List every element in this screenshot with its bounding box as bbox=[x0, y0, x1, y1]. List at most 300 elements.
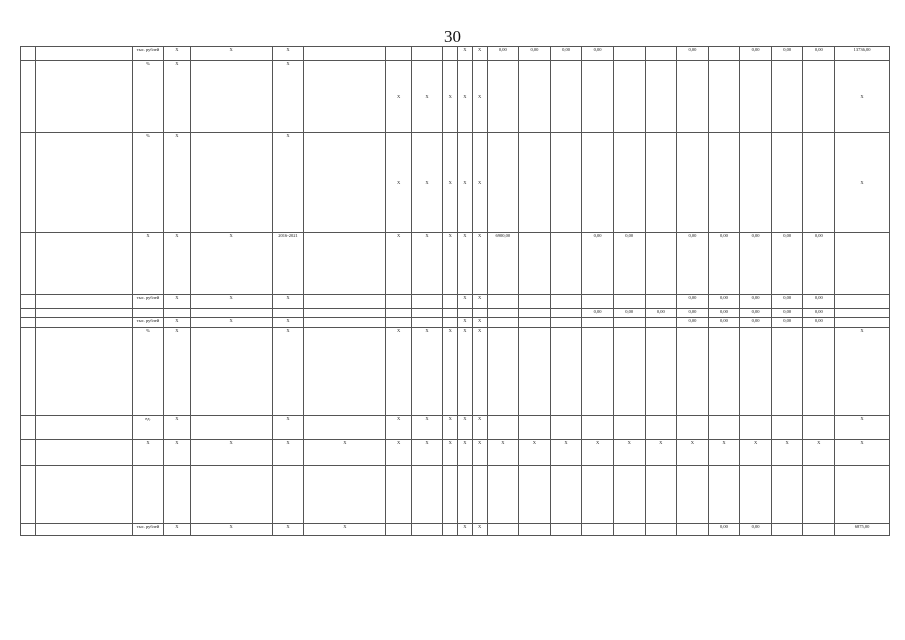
x-cell: Х bbox=[164, 133, 190, 233]
table-cell bbox=[164, 309, 190, 318]
table-cell bbox=[304, 47, 386, 61]
table-cell bbox=[411, 47, 443, 61]
table-cell bbox=[443, 318, 458, 328]
x-cell: Х bbox=[190, 440, 272, 466]
unit-cell: тыс. рублей bbox=[132, 318, 164, 328]
program-table bbox=[20, 46, 890, 536]
table-cell bbox=[550, 328, 582, 416]
value-cell: 0,00 bbox=[740, 318, 772, 328]
x-cell: Х bbox=[164, 328, 190, 416]
table-cell bbox=[21, 318, 36, 328]
table-cell bbox=[272, 309, 304, 318]
value-cell: 0,00 bbox=[613, 309, 645, 318]
value-cell: 0,00 bbox=[677, 47, 709, 61]
table-cell bbox=[550, 61, 582, 133]
x-cell: Х bbox=[443, 133, 458, 233]
table-cell bbox=[677, 416, 709, 440]
value-cell: 0,00 bbox=[708, 309, 740, 318]
x-cell: Х bbox=[132, 440, 164, 466]
table-cell bbox=[582, 133, 614, 233]
x-cell: Х bbox=[458, 47, 473, 61]
table-cell bbox=[613, 318, 645, 328]
table-cell bbox=[550, 309, 582, 318]
x-cell: Х bbox=[411, 61, 443, 133]
table-cell bbox=[835, 295, 890, 309]
table-cell bbox=[803, 466, 835, 524]
x-cell: Х bbox=[190, 318, 272, 328]
year-cell: 2016-2021 bbox=[272, 233, 304, 295]
table-cell bbox=[21, 133, 36, 233]
table-cell bbox=[677, 466, 709, 524]
table-cell bbox=[708, 47, 740, 61]
table-cell bbox=[472, 309, 487, 318]
table-cell bbox=[190, 466, 272, 524]
table-cell bbox=[677, 133, 709, 233]
table-cell bbox=[550, 133, 582, 233]
table-cell bbox=[550, 318, 582, 328]
value-cell: 0,00 bbox=[677, 309, 709, 318]
table-cell bbox=[190, 133, 272, 233]
value-cell: 0,00 bbox=[550, 47, 582, 61]
table-cell bbox=[550, 466, 582, 524]
table-cell bbox=[35, 61, 132, 133]
page-number: 30 bbox=[444, 27, 461, 46]
table-cell bbox=[304, 416, 386, 440]
table-cell bbox=[386, 466, 411, 524]
value-cell: 0,00 bbox=[613, 233, 645, 295]
x-cell: Х bbox=[472, 295, 487, 309]
value-cell: 0,00 bbox=[803, 233, 835, 295]
table-cell bbox=[835, 318, 890, 328]
value-cell: 0,00 bbox=[771, 295, 803, 309]
table-cell bbox=[803, 133, 835, 233]
table-row bbox=[21, 47, 890, 61]
table-cell bbox=[645, 61, 677, 133]
table-row bbox=[21, 318, 890, 328]
x-cell: Х bbox=[190, 47, 272, 61]
x-cell: Х bbox=[272, 524, 304, 536]
x-cell: Х bbox=[164, 47, 190, 61]
value-cell: 0,00 bbox=[677, 295, 709, 309]
table-cell bbox=[487, 295, 519, 309]
table-cell bbox=[550, 295, 582, 309]
table-cell bbox=[803, 416, 835, 440]
table-cell bbox=[21, 440, 36, 466]
value-cell: 0,00 bbox=[771, 318, 803, 328]
value-cell: 0,00 bbox=[582, 309, 614, 318]
table-row bbox=[21, 295, 890, 309]
table-cell bbox=[803, 61, 835, 133]
table-cell bbox=[582, 524, 614, 536]
x-cell: Х bbox=[835, 328, 890, 416]
table-cell bbox=[550, 233, 582, 295]
x-cell: Х bbox=[613, 440, 645, 466]
table-cell bbox=[835, 309, 890, 318]
table-cell bbox=[740, 416, 772, 440]
x-cell: Х bbox=[304, 440, 386, 466]
x-cell: Х bbox=[411, 328, 443, 416]
x-cell: Х bbox=[458, 440, 473, 466]
table-cell bbox=[304, 328, 386, 416]
table-cell bbox=[771, 133, 803, 233]
unit-cell: ед. bbox=[132, 416, 164, 440]
x-cell: Х bbox=[835, 133, 890, 233]
table-cell bbox=[771, 524, 803, 536]
table-cell bbox=[35, 133, 132, 233]
table-cell bbox=[21, 295, 36, 309]
table-cell bbox=[411, 318, 443, 328]
x-cell: Х bbox=[132, 233, 164, 295]
table-cell bbox=[35, 295, 132, 309]
x-cell: Х bbox=[708, 440, 740, 466]
table-cell bbox=[443, 309, 458, 318]
value-cell: 0,00 bbox=[677, 233, 709, 295]
table-cell bbox=[35, 309, 132, 318]
x-cell: Х bbox=[272, 61, 304, 133]
table-cell bbox=[487, 133, 519, 233]
x-cell: Х bbox=[190, 295, 272, 309]
x-cell: Х bbox=[472, 328, 487, 416]
table-cell bbox=[411, 295, 443, 309]
table-cell bbox=[519, 524, 551, 536]
x-cell: Х bbox=[304, 524, 386, 536]
table-cell bbox=[740, 61, 772, 133]
unit-cell: тыс. рублей bbox=[132, 47, 164, 61]
value-cell: 0,00 bbox=[771, 309, 803, 318]
table-cell bbox=[386, 309, 411, 318]
x-cell: Х bbox=[190, 524, 272, 536]
table-cell bbox=[304, 133, 386, 233]
table-cell bbox=[21, 233, 36, 295]
table-row bbox=[21, 524, 890, 536]
table-cell bbox=[677, 328, 709, 416]
value-cell: 0,00 bbox=[677, 318, 709, 328]
value-cell: 0,00 bbox=[487, 47, 519, 61]
table-cell bbox=[645, 133, 677, 233]
x-cell: Х bbox=[550, 440, 582, 466]
table-cell bbox=[519, 416, 551, 440]
x-cell: Х bbox=[411, 133, 443, 233]
value-cell: 0,00 bbox=[771, 47, 803, 61]
x-cell: Х bbox=[519, 440, 551, 466]
x-cell: Х bbox=[472, 440, 487, 466]
x-cell: Х bbox=[443, 416, 458, 440]
table-cell bbox=[645, 47, 677, 61]
table-cell bbox=[443, 47, 458, 61]
x-cell: Х bbox=[164, 318, 190, 328]
table-cell bbox=[21, 61, 36, 133]
table-cell bbox=[582, 416, 614, 440]
table-cell bbox=[386, 47, 411, 61]
value-cell: 0,00 bbox=[803, 309, 835, 318]
table-cell bbox=[708, 416, 740, 440]
unit-cell: тыс. рублей bbox=[132, 295, 164, 309]
table-row bbox=[21, 440, 890, 466]
table-cell bbox=[677, 524, 709, 536]
table-cell bbox=[740, 328, 772, 416]
table-row bbox=[21, 61, 890, 133]
x-cell: Х bbox=[458, 233, 473, 295]
value-cell: 0,00 bbox=[582, 47, 614, 61]
table-cell bbox=[613, 61, 645, 133]
value-cell: 6900,00 bbox=[487, 233, 519, 295]
x-cell: Х bbox=[386, 61, 411, 133]
value-cell: 0,00 bbox=[740, 47, 772, 61]
table-cell bbox=[190, 416, 272, 440]
unit-cell: % bbox=[132, 328, 164, 416]
table-cell bbox=[519, 61, 551, 133]
value-cell: 0,00 bbox=[740, 295, 772, 309]
table-cell bbox=[582, 328, 614, 416]
table-cell bbox=[613, 47, 645, 61]
x-cell: Х bbox=[472, 61, 487, 133]
table-cell bbox=[21, 309, 36, 318]
x-cell: Х bbox=[386, 416, 411, 440]
table-cell bbox=[35, 440, 132, 466]
table-cell bbox=[645, 416, 677, 440]
table-row bbox=[21, 309, 890, 318]
table-cell bbox=[21, 328, 36, 416]
value-cell: 0,00 bbox=[582, 233, 614, 295]
x-cell: Х bbox=[443, 440, 458, 466]
x-cell: Х bbox=[411, 440, 443, 466]
table-row bbox=[21, 133, 890, 233]
table-cell bbox=[613, 416, 645, 440]
x-cell: Х bbox=[164, 416, 190, 440]
table-cell bbox=[35, 524, 132, 536]
x-cell: Х bbox=[386, 440, 411, 466]
table-cell bbox=[304, 233, 386, 295]
table-cell bbox=[458, 466, 473, 524]
value-cell: 0,00 bbox=[708, 295, 740, 309]
table-cell bbox=[21, 47, 36, 61]
table-cell bbox=[190, 328, 272, 416]
table-cell bbox=[519, 295, 551, 309]
table-cell bbox=[487, 318, 519, 328]
table-cell bbox=[304, 466, 386, 524]
x-cell: Х bbox=[164, 233, 190, 295]
table-cell bbox=[645, 233, 677, 295]
value-cell: 0,00 bbox=[740, 309, 772, 318]
x-cell: Х bbox=[582, 440, 614, 466]
x-cell: Х bbox=[272, 133, 304, 233]
table-cell bbox=[443, 295, 458, 309]
x-cell: Х bbox=[458, 318, 473, 328]
table-cell bbox=[487, 416, 519, 440]
table-cell bbox=[550, 524, 582, 536]
table-cell bbox=[740, 133, 772, 233]
value-cell: 0,00 bbox=[708, 318, 740, 328]
x-cell: Х bbox=[458, 328, 473, 416]
table-cell bbox=[304, 61, 386, 133]
x-cell: Х bbox=[164, 440, 190, 466]
table-cell bbox=[443, 524, 458, 536]
table-cell bbox=[386, 295, 411, 309]
value-cell: 0,00 bbox=[803, 47, 835, 61]
table-cell bbox=[835, 233, 890, 295]
table-cell bbox=[645, 318, 677, 328]
value-cell: 0,00 bbox=[645, 309, 677, 318]
table-cell bbox=[677, 61, 709, 133]
table-cell bbox=[164, 466, 190, 524]
x-cell: Х bbox=[835, 416, 890, 440]
table-cell bbox=[519, 318, 551, 328]
table-cell bbox=[487, 309, 519, 318]
value-cell: 0,00 bbox=[803, 318, 835, 328]
table-cell bbox=[272, 466, 304, 524]
x-cell: Х bbox=[164, 295, 190, 309]
table-cell bbox=[582, 61, 614, 133]
x-cell: Х bbox=[272, 440, 304, 466]
x-cell: Х bbox=[771, 440, 803, 466]
table-cell bbox=[21, 416, 36, 440]
table-cell bbox=[613, 466, 645, 524]
table-cell bbox=[613, 328, 645, 416]
table-row bbox=[21, 466, 890, 524]
table-cell bbox=[304, 309, 386, 318]
table-cell bbox=[35, 233, 132, 295]
table-cell bbox=[771, 416, 803, 440]
x-cell: Х bbox=[472, 47, 487, 61]
x-cell: Х bbox=[803, 440, 835, 466]
table-cell bbox=[443, 466, 458, 524]
table-cell bbox=[21, 466, 36, 524]
table-cell bbox=[613, 133, 645, 233]
table-cell bbox=[519, 309, 551, 318]
table-cell bbox=[472, 466, 487, 524]
table-cell bbox=[132, 309, 164, 318]
x-cell: Х bbox=[272, 47, 304, 61]
x-cell: Х bbox=[835, 61, 890, 133]
table-cell bbox=[411, 466, 443, 524]
table-cell bbox=[190, 309, 272, 318]
x-cell: Х bbox=[272, 416, 304, 440]
x-cell: Х bbox=[472, 416, 487, 440]
table-cell bbox=[304, 295, 386, 309]
table-cell bbox=[35, 466, 132, 524]
x-cell: Х bbox=[472, 318, 487, 328]
table-cell bbox=[740, 466, 772, 524]
x-cell: Х bbox=[272, 328, 304, 416]
x-cell: Х bbox=[386, 328, 411, 416]
table-cell bbox=[35, 47, 132, 61]
table-row bbox=[21, 416, 890, 440]
x-cell: Х bbox=[443, 328, 458, 416]
table-cell bbox=[132, 466, 164, 524]
table-cell bbox=[35, 318, 132, 328]
table-cell bbox=[304, 318, 386, 328]
table-cell bbox=[458, 309, 473, 318]
table-cell bbox=[771, 61, 803, 133]
x-cell: Х bbox=[740, 440, 772, 466]
x-cell: Х bbox=[472, 524, 487, 536]
x-cell: Х bbox=[487, 440, 519, 466]
x-cell: Х bbox=[645, 440, 677, 466]
value-cell: 0,00 bbox=[708, 233, 740, 295]
unit-cell: % bbox=[132, 61, 164, 133]
x-cell: Х bbox=[458, 61, 473, 133]
table-cell bbox=[386, 524, 411, 536]
table-cell bbox=[519, 133, 551, 233]
x-cell: Х bbox=[272, 295, 304, 309]
x-cell: Х bbox=[443, 61, 458, 133]
unit-cell: % bbox=[132, 133, 164, 233]
x-cell: Х bbox=[472, 133, 487, 233]
x-cell: Х bbox=[164, 61, 190, 133]
table-cell bbox=[582, 318, 614, 328]
table-cell bbox=[386, 318, 411, 328]
table-cell bbox=[771, 466, 803, 524]
table-cell bbox=[35, 416, 132, 440]
table-cell bbox=[613, 524, 645, 536]
table-cell bbox=[35, 328, 132, 416]
table-cell bbox=[487, 61, 519, 133]
table-cell bbox=[190, 61, 272, 133]
x-cell: Х bbox=[458, 416, 473, 440]
table-cell bbox=[582, 295, 614, 309]
table-cell bbox=[487, 466, 519, 524]
x-cell: Х bbox=[386, 233, 411, 295]
table-cell bbox=[21, 524, 36, 536]
table-row bbox=[21, 328, 890, 416]
table-cell bbox=[771, 328, 803, 416]
table-cell bbox=[582, 466, 614, 524]
value-cell: 0,00 bbox=[740, 233, 772, 295]
table-cell bbox=[645, 524, 677, 536]
x-cell: Х bbox=[272, 318, 304, 328]
table-cell bbox=[487, 524, 519, 536]
table-cell bbox=[708, 133, 740, 233]
value-cell: 0,00 bbox=[708, 524, 740, 536]
x-cell: Х bbox=[386, 133, 411, 233]
table-cell bbox=[708, 61, 740, 133]
unit-cell: тыс. рублей bbox=[132, 524, 164, 536]
table-cell bbox=[411, 309, 443, 318]
table-cell bbox=[550, 416, 582, 440]
table-cell bbox=[519, 328, 551, 416]
table-cell bbox=[803, 524, 835, 536]
table-cell bbox=[519, 466, 551, 524]
value-cell: 13736,00 bbox=[835, 47, 890, 61]
x-cell: Х bbox=[458, 295, 473, 309]
x-cell: Х bbox=[458, 524, 473, 536]
table-cell bbox=[645, 328, 677, 416]
table-cell bbox=[803, 328, 835, 416]
table-cell bbox=[487, 328, 519, 416]
x-cell: Х bbox=[835, 440, 890, 466]
table-cell bbox=[613, 295, 645, 309]
x-cell: Х bbox=[458, 133, 473, 233]
x-cell: Х bbox=[190, 233, 272, 295]
table-cell bbox=[835, 466, 890, 524]
table-cell bbox=[645, 295, 677, 309]
x-cell: Х bbox=[443, 233, 458, 295]
table-cell bbox=[519, 233, 551, 295]
x-cell: Х bbox=[411, 416, 443, 440]
x-cell: Х bbox=[164, 524, 190, 536]
table-cell bbox=[645, 466, 677, 524]
table-cell bbox=[708, 466, 740, 524]
x-cell: Х bbox=[472, 233, 487, 295]
x-cell: Х bbox=[411, 233, 443, 295]
value-cell: 0,00 bbox=[803, 295, 835, 309]
x-cell: Х bbox=[677, 440, 709, 466]
value-cell: 0,00 bbox=[771, 233, 803, 295]
table-row bbox=[21, 233, 890, 295]
value-cell: 0,00 bbox=[740, 524, 772, 536]
value-cell: 0,00 bbox=[519, 47, 551, 61]
table-cell bbox=[708, 328, 740, 416]
